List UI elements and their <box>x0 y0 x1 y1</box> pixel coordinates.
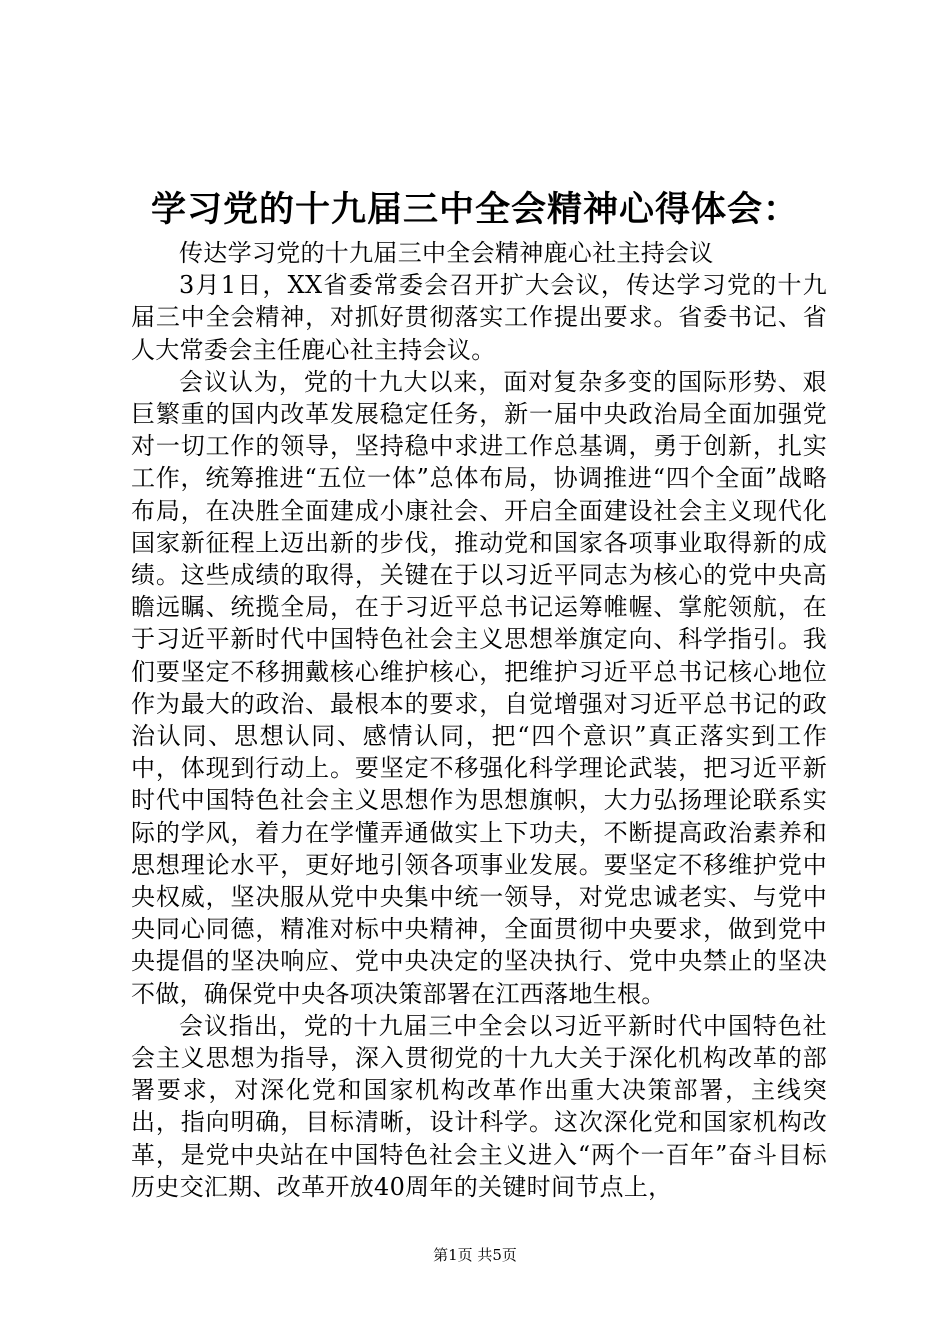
page-number-footer: 第1页 共5页 <box>433 1246 517 1264</box>
paragraph: 会议认为，党的十九大以来，面对复杂多变的国际形势、艰巨繁重的国内改革发展稳定任务，新一届中央政治局全面加强党对一切工作的领导，坚持稳中求进工作总基调，勇于创新，扎实工作，统筹推进“五位一体”总体布局，协调推进“四个全面”战略布局，在决胜全面建成小康社会、开启全面建设社会主义现代化国家新征程上迈出新的步伐，推动党和国家各项事业取得新的成绩。这些成绩的取得，关键在于以习近平同志为核心的党中央高瞻远瞩、统揽全局，在于习近平总书记运筹帷幄、掌舵领航，在于习近平新时代中国特色社会主义思想举旗定向、科学指引。我们要坚定不移拥戴核心维护核心，把维护习近平总书记核心地位作为最大的政治、最根本的要求，自觉增强对习近平总书记的政治认同、思想认同、感情认同，把“四个意识”真正落实到工作中，体现到行动上。要坚定不移强化科学理论武装，把习近平新时代中国特色社会主义思想作为思想旗帜，大力弘扬理论联系实际的学风，着力在学懂弄通做实上下功夫，不断提高政治素养和思想理论水平，更好地引领各项事业发展。要坚定不移维护党中央权威，坚决服从党中央集中统一领导，对党忠诚老实、与党中央同心同德，精准对标中央精神，全面贯彻中央要求，做到党中央提倡的坚决响应、党中央决定的坚决执行、党中央禁止的坚决不做，确保党中央各项决策部署在江西落地生根。 <box>131 367 827 1008</box>
paragraph: 3月1日，XX省委常委会召开扩大会议，传达学习党的十九届三中全会精神，对抓好贯彻落实工作提出要求。省委书记、省人大常委会主任鹿心社主持会议。 <box>131 271 827 364</box>
document-body <box>131 237 827 1203</box>
paragraph-subtitle: 传达学习党的十九届三中全会精神鹿心社主持会议 <box>179 239 714 267</box>
document-title: 学习党的十九届三中全会精神心得体会： <box>150 190 799 230</box>
paragraph: 会议指出，党的十九届三中全会以习近平新时代中国特色社会主义思想为指导，深入贯彻党的十九大关于深化机构改革的部署要求，对深化党和国家机构改革作出重大决策部署，主线突出，指向明确，目标清晰，设计科学。这次深化党和国家机构改革，是党中央站在中国特色社会主义进入“两个一百年”奋斗目标历史交汇期、改革开放40周年的关键时间节点上， <box>131 1011 827 1201</box>
